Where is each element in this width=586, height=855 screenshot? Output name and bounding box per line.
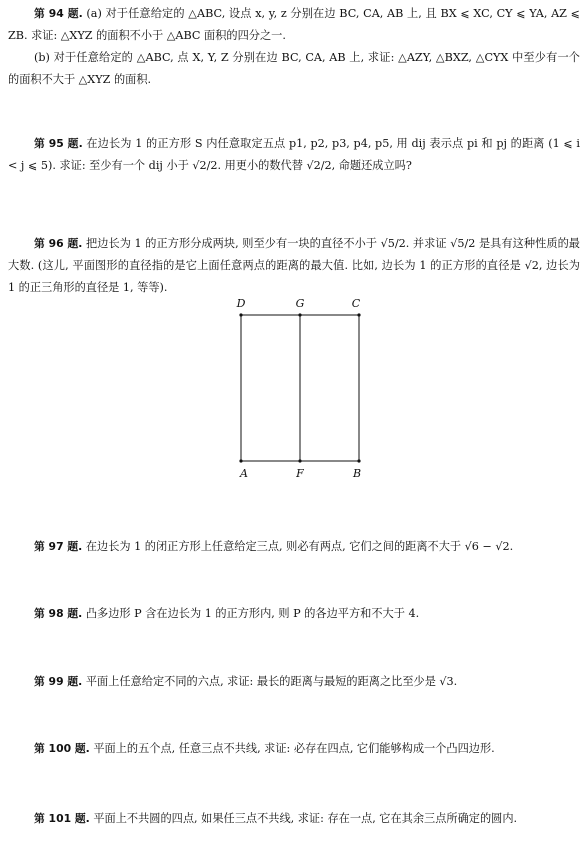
label-g: G <box>295 297 305 310</box>
label-c: C <box>351 297 361 310</box>
problem-99 <box>8 671 580 693</box>
problem-number: 第 95 题. <box>34 137 83 150</box>
problem-text: 凸多边形 P 含在边长为 1 的正方形内, 则 P 的各边平方和不大于 4. <box>85 607 420 620</box>
problem-text: 平面上的五个点, 任意三点不共线, 求证: 必存在四点, 它们能够构成一个凸四边形. <box>93 742 495 755</box>
square-division-figure <box>228 297 368 487</box>
problem-text-a: (a) 对于任意给定的 △ABC, 设点 x, y, z 分别在边 BC, CA, AB 上, 且 BX ⩽ XC, CY ⩽ YA, AZ ⩽ ZB. 求证: △XYZ 的面积不小于 △ABC 面积的四分之一. <box>8 7 580 42</box>
label-a: A <box>240 467 248 480</box>
point-d <box>239 313 242 316</box>
problem-97 <box>8 536 580 558</box>
label-d: D <box>236 297 246 310</box>
problem-number: 第 100 题. <box>34 742 90 755</box>
point-c <box>357 313 360 316</box>
problem-text: 平面上不共圆的四点, 如果任三点不共线, 求证: 存在一点, 它在其余三点所确定的圆内. <box>93 812 518 825</box>
problem-text: 平面上任意给定不同的六点, 求证: 最长的距离与最短的距离之比至少是 √3. <box>85 675 458 688</box>
problem-number: 第 101 题. <box>34 812 90 825</box>
problem-number: 第 94 题. <box>34 7 83 20</box>
problem-text: 在边长为 1 的正方形 S 内任意取定五点 p1, p2, p3, p4, p5, 用 dij 表示点 pi 和 pj 的距离 (1 ⩽ i < j ⩽ 5). 求证: 至少有一个 dij 小于 √2/2. 用更小的数代替 √2/2, 命题还成立吗? <box>8 137 580 172</box>
label-b: B <box>352 467 362 480</box>
problem-number: 第 98 题. <box>34 607 83 620</box>
problem-text: 把边长为 1 的正方形分成两块, 则至少有一块的直径不小于 √5/2. 并求证 √5/2 是具有这种性质的最大数. (这儿, 平面图形的直径指的是它上面任意两点的距离的最大值. 比如, 边长为 1 的正方形的直径是 √2, 边长为 1 的正三角形的直径是 1, 等等). <box>8 237 580 294</box>
problem-number: 第 99 题. <box>34 675 83 688</box>
point-f <box>298 459 301 462</box>
problem-text-b: (b) 对于任意给定的 △ABC, 点 X, Y, Z 分别在边 BC, CA, AB 上, 求证: △AZY, △BXZ, △CYX 中至少有一个的面积不大于 △XYZ 的面积. <box>8 51 580 86</box>
problem-96 <box>8 233 580 299</box>
problem-number: 第 97 题. <box>34 540 83 553</box>
problem-98 <box>8 603 580 625</box>
problem-100 <box>8 738 580 760</box>
problem-95 <box>8 133 580 177</box>
problem-101 <box>8 808 580 830</box>
problem-94 <box>8 3 580 91</box>
point-g <box>298 313 301 316</box>
point-b <box>357 459 360 462</box>
problem-number: 第 96 题. <box>34 237 83 250</box>
label-f: F <box>296 467 304 480</box>
point-a <box>239 459 242 462</box>
problem-text: 在边长为 1 的闭正方形上任意给定三点, 则必有两点, 它们之间的距离不大于 √6 − √2. <box>85 540 514 553</box>
